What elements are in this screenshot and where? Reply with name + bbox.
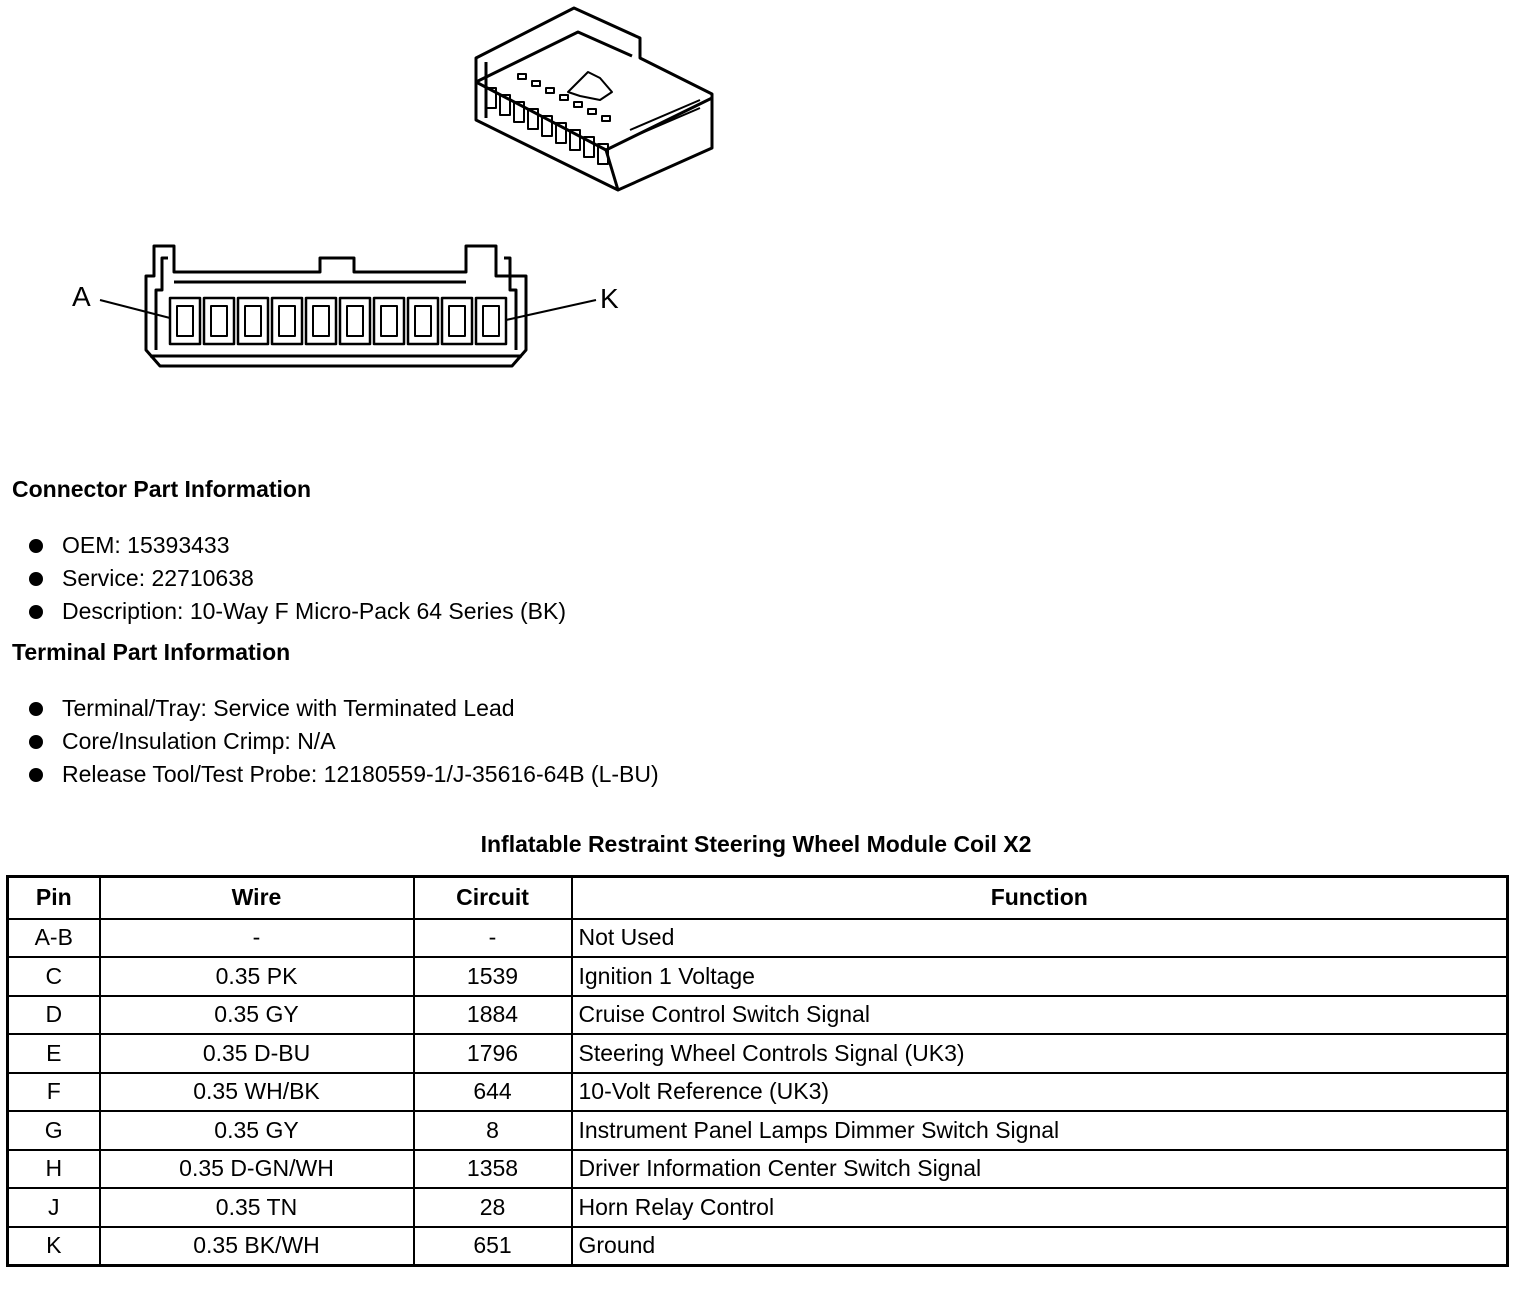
function-cell: Horn Relay Control [572, 1188, 1508, 1227]
pin-cell: D [8, 996, 100, 1035]
list-item [0, 692, 659, 725]
table-row [8, 996, 1508, 1035]
pin-cell: J [8, 1188, 100, 1227]
function-cell: Instrument Panel Lamps Dimmer Switch Signal [572, 1111, 1508, 1150]
pin-cell: G [8, 1111, 100, 1150]
pin-label-k: K [600, 283, 619, 314]
list-item [0, 595, 566, 628]
pin-cell: H [8, 1150, 100, 1189]
table-row [8, 1150, 1508, 1189]
circuit-cell: 28 [414, 1188, 572, 1227]
function-cell: Driver Information Center Switch Signal [572, 1150, 1508, 1189]
table-row [8, 919, 1508, 958]
table-row [8, 1188, 1508, 1227]
bullet-icon [29, 572, 43, 586]
wire-cell: 0.35 GY [100, 996, 414, 1035]
circuit-cell: 1539 [414, 957, 572, 996]
terminal-crimp: Core/Insulation Crimp: N/A [62, 728, 336, 754]
bullet-icon [29, 702, 43, 716]
table-row [8, 1111, 1508, 1150]
column-header-circuit: Circuit [414, 877, 572, 919]
wire-cell: - [100, 919, 414, 958]
connector-service: Service: 22710638 [62, 565, 254, 591]
table-row [8, 1227, 1508, 1266]
column-header-function: Function [572, 877, 1508, 919]
table-row [8, 957, 1508, 996]
function-cell: Steering Wheel Controls Signal (UK3) [572, 1034, 1508, 1073]
connector-diagram [0, 0, 760, 400]
function-cell: Ground [572, 1227, 1508, 1266]
wire-cell: 0.35 PK [100, 957, 414, 996]
wire-cell: 0.35 TN [100, 1188, 414, 1227]
circuit-cell: - [414, 919, 572, 958]
pin-cell: C [8, 957, 100, 996]
connector-face-view [100, 246, 596, 366]
bullet-icon [29, 539, 43, 553]
terminal-release-tool: Release Tool/Test Probe: 12180559-1/J-35616-64B (L-BU) [62, 761, 659, 787]
circuit-cell: 644 [414, 1073, 572, 1112]
column-header-wire: Wire [100, 877, 414, 919]
wire-cell: 0.35 GY [100, 1111, 414, 1150]
function-cell: 10-Volt Reference (UK3) [572, 1073, 1508, 1112]
list-item [0, 562, 566, 595]
function-cell: Ignition 1 Voltage [572, 957, 1508, 996]
wire-cell: 0.35 D-BU [100, 1034, 414, 1073]
pin-cell: A-B [8, 919, 100, 958]
function-cell: Cruise Control Switch Signal [572, 996, 1508, 1035]
pinout-table [6, 875, 1509, 1267]
pin-label-a: A [72, 281, 91, 312]
terminal-info-heading: Terminal Part Information [12, 639, 291, 665]
circuit-cell: 651 [414, 1227, 572, 1266]
pin-cell: K [8, 1227, 100, 1266]
wire-cell: 0.35 WH/BK [100, 1073, 414, 1112]
list-item [0, 529, 566, 562]
connector-info-list [0, 529, 566, 628]
table-header-row [8, 877, 1508, 919]
connector-info-heading: Connector Part Information [12, 476, 312, 502]
wire-cell: 0.35 D-GN/WH [100, 1150, 414, 1189]
list-item [0, 725, 659, 758]
circuit-cell: 1796 [414, 1034, 572, 1073]
connector-description: Description: 10-Way F Micro-Pack 64 Series (BK) [62, 598, 567, 624]
circuit-cell: 8 [414, 1111, 572, 1150]
terminal-info-list [0, 692, 659, 791]
table-row [8, 1073, 1508, 1112]
pin-cell: F [8, 1073, 100, 1112]
bullet-icon [29, 768, 43, 782]
bullet-icon [29, 735, 43, 749]
connector-oem: OEM: 15393433 [62, 532, 230, 558]
terminal-tray: Terminal/Tray: Service with Terminated Lead [62, 695, 515, 721]
connector-isometric-view [476, 8, 712, 190]
pin-cell: E [8, 1034, 100, 1073]
bullet-icon [29, 605, 43, 619]
table-title: Inflatable Restraint Steering Wheel Module Coil X2 [480, 831, 1032, 857]
table-row [8, 1034, 1508, 1073]
list-item [0, 758, 659, 791]
circuit-cell: 1358 [414, 1150, 572, 1189]
function-cell: Not Used [572, 919, 1508, 958]
circuit-cell: 1884 [414, 996, 572, 1035]
wire-cell: 0.35 BK/WH [100, 1227, 414, 1266]
column-header-pin: Pin [8, 877, 100, 919]
